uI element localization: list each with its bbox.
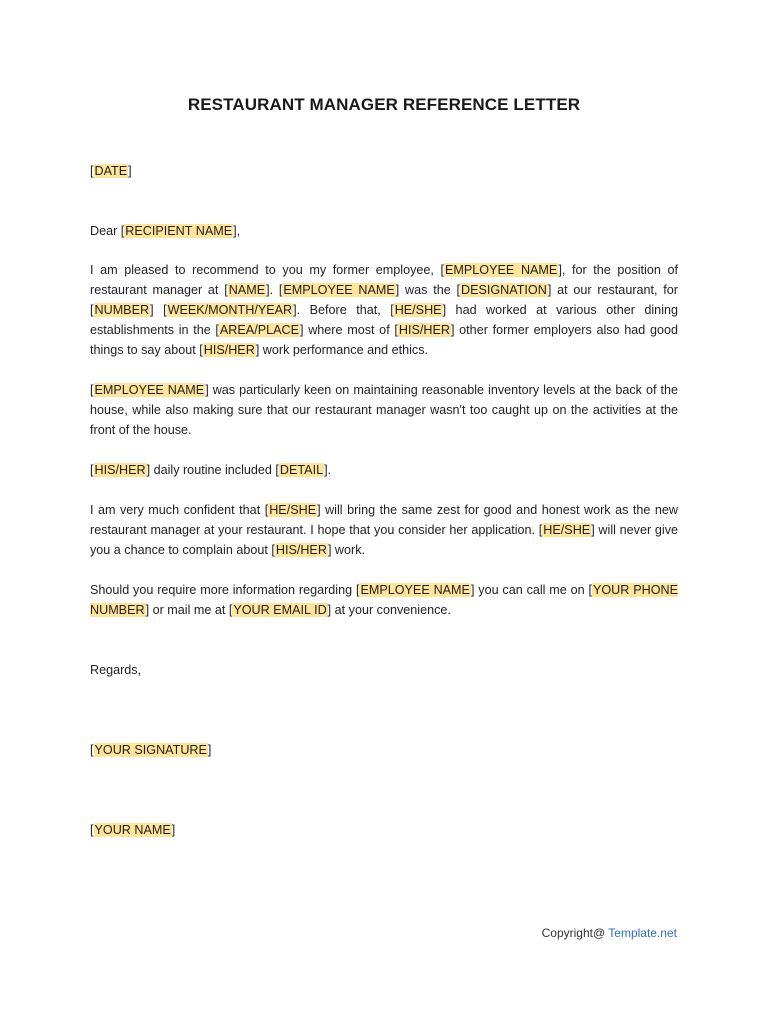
salutation: Dear [RECIPIENT NAME], — [90, 224, 241, 238]
placeholder-his-her: HIS/HER — [94, 463, 146, 477]
placeholder-he-she: HE/SHE — [394, 303, 442, 317]
placeholder-his-her: HIS/HER — [275, 543, 327, 557]
placeholder-detail: DETAIL — [279, 463, 324, 477]
name-line: [YOUR NAME] — [90, 823, 176, 837]
placeholder-area-place: AREA/PLACE — [219, 323, 299, 337]
copyright-footer: Copyright@ Template.net — [541, 926, 677, 940]
placeholder-date: DATE — [94, 164, 128, 178]
paragraph-confidence: I am very much confident that [HE/SHE] will bring the same zest for good and honest work as the new restaurant manager at your restaurant. I hope that you consider her application. [HE/SHE] will never give you a chance to complain about [HIS/HER] work. — [90, 503, 678, 557]
placeholder-name: NAME — [228, 283, 266, 297]
placeholder-employee-name: EMPLOYEE NAME — [283, 283, 395, 297]
date-line: [DATE] — [90, 164, 132, 178]
letter-title: RESTAURANT MANAGER REFERENCE LETTER — [187, 95, 581, 114]
paragraph-inventory: [EMPLOYEE NAME] was particularly keen on maintaining reasonable inventory levels at the back of the house, while also making sure that our restaurant manager wasn't too caught up on the activities at the front of the house. — [90, 383, 678, 437]
placeholder-he-she: HE/SHE — [269, 503, 317, 517]
signature-line: [YOUR SIGNATURE] — [90, 743, 212, 757]
placeholder-your-name: YOUR NAME — [94, 823, 171, 837]
placeholder-your-phone-number: YOUR PHONE NUMBER — [90, 583, 678, 617]
placeholder-your-email-id: YOUR EMAIL ID — [233, 603, 327, 617]
placeholder-employee-name: EMPLOYEE NAME — [360, 583, 470, 597]
placeholder-his-her: HIS/HER — [203, 343, 255, 357]
placeholder-number: NUMBER — [94, 303, 150, 317]
closing: Regards, — [90, 663, 142, 677]
placeholder-week-month-year: WEEK/MONTH/YEAR — [167, 303, 293, 317]
paragraph-contact: Should you require more information regarding [EMPLOYEE NAME] you can call me on [YOUR PHONE NUMBER] or mail me at [YOUR EMAIL ID] at your convenience. — [90, 583, 678, 617]
placeholder-your-signature: YOUR SIGNATURE — [94, 743, 207, 757]
placeholder-employee-name: EMPLOYEE NAME — [445, 263, 558, 277]
placeholder-he-she: HE/SHE — [543, 523, 591, 537]
placeholder-employee-name: EMPLOYEE NAME — [94, 383, 205, 397]
template-net-link[interactable]: Template.net — [608, 926, 677, 940]
placeholder-designation: DESIGNATION — [460, 283, 547, 297]
placeholder-his-her: HIS/HER — [398, 323, 450, 337]
paragraph-routine: [HIS/HER] daily routine included [DETAIL]. — [90, 463, 332, 477]
placeholder-recipient-name: RECIPIENT NAME — [125, 224, 233, 238]
paragraph-intro: I am pleased to recommend to you my former employee, [EMPLOYEE NAME], for the position of restaurant manager at [NAME]. [EMPLOYEE NAME] was the [DESIGNATION] at our restaurant, for [NUMBER] [WEEK/MONTH/YEAR]. Before that, [HE/SHE] had worked at various other dining establishments in the [AREA/PLACE] where most of [HIS/HER] other former employers also had good things to say about [HIS/HER] work performance and ethics. — [90, 263, 678, 357]
